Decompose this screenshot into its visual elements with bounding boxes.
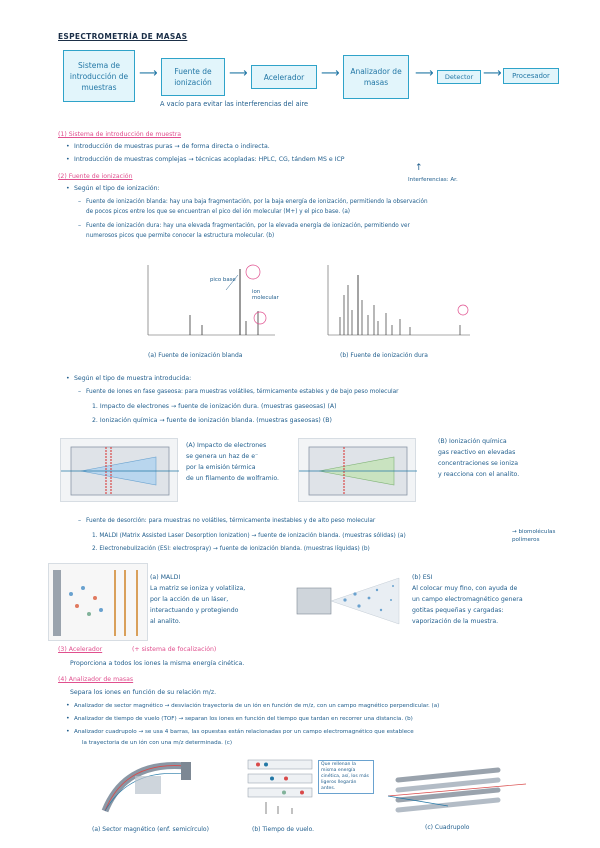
bullet: • <box>66 728 70 735</box>
flow-box-accelerator: Acelerador <box>251 65 317 89</box>
dash: – <box>78 517 82 524</box>
caption-tof: (b) Tiempo de vuelo. <box>252 826 315 833</box>
soft-source-line-2: de pocos picos entre los que se encuentran el pico del ión molecular (M+) y el pico base. (a) <box>86 209 351 215</box>
electron-impact-text <box>186 442 279 483</box>
vacuum-note: A vacío para evitar las interferencias del aire <box>160 100 309 108</box>
figA-line-4: de un filamento de wolframio. <box>186 475 280 482</box>
bullet: • <box>66 185 70 192</box>
peak-label-molecular-ion: ion molecular <box>252 289 279 301</box>
arrow-icon: ⟶ <box>139 66 158 81</box>
analyzer-tof: Analizador de tiempo de vuelo (TOF) → separan los iones en función del tiempo que tardan en recorrer una distancia. (b) <box>74 716 413 722</box>
gas-item-2: 2. Ionización química → fuente de ionización blanda. (muestras gaseosas) (B) <box>92 417 332 424</box>
caption-magnetic: (a) Sector magnético (enf. semicírculo) <box>92 826 209 833</box>
analyzer-magnetic: Analizador de sector magnético → desviación trayectoria de un ión en función de m/z, con un campo magnético perpendicular. (a) <box>74 703 440 709</box>
bullet: • <box>66 143 70 150</box>
maldi-line-1: (a) MALDI <box>150 574 181 581</box>
maldi-diagram <box>48 563 148 641</box>
page-title: ESPECTROMETRÍA DE MASAS <box>58 32 188 41</box>
figB-line-4: y reacciona con el analito. <box>438 471 520 478</box>
maldi-text <box>150 574 245 626</box>
magnetic-sector-diagram <box>85 756 225 818</box>
esi-line-4: gotitas pequeñas y cargadas: <box>412 607 504 614</box>
arrow-icon: ⟶ <box>415 66 434 81</box>
icp-note: Interferencias: Ar. <box>408 177 458 183</box>
section-3-heading: (3) Acelerador <box>58 646 103 653</box>
caption-hard: (b) Fuente de ionización dura <box>340 352 428 359</box>
dash: – <box>78 198 82 205</box>
esi-line-3: un campo electromagnético genera <box>412 596 523 603</box>
dash: – <box>78 388 82 395</box>
tof-note-box <box>318 760 374 794</box>
spectrum-soft <box>140 255 280 345</box>
bullet: • <box>66 702 70 709</box>
desorption-item-1: 1. MALDI (Matrix Assisted Laser Desorption Ionization) → fuente de ionización blanda. (muestras sólidas) (a) <box>92 533 406 539</box>
flow-diagram <box>55 50 555 115</box>
gas-phase-line: Fuente de iones en fase gaseosa: para muestras volátiles, térmicamente estables y de bajo peso molecular <box>86 389 399 395</box>
flow-box-sample-intro: Sistema de introducción de muestras <box>63 50 135 102</box>
hard-source-line-2: numerosos picos que permite conocer la estructura molecular. (b) <box>86 233 275 239</box>
chemical-ionization-text <box>438 438 519 479</box>
analyzer-quadrupole-1: Analizador cuadrupolo → se usa 4 barras, las opuestas están relacionadas por un campo electromagnético que establece <box>74 729 414 735</box>
accelerator-text: Proporciona a todos los iones la misma energía cinética. <box>70 660 245 667</box>
tof-note: Que rellenan la misma energía cinética, así, los más ligeros llegarán antes. <box>321 762 369 791</box>
esi-text <box>412 574 523 626</box>
caption-quadrupole: (c) Cuadrupolo <box>425 824 470 831</box>
arrow-icon: ⟶ <box>483 66 502 81</box>
arrow-icon: ⟶ <box>321 66 340 81</box>
maldi-line-2: La matriz se ioniza y volatiliza, <box>150 585 246 592</box>
section-1-heading: (1) Sistema de introducción de muestra <box>58 131 182 138</box>
desorption-item-2: 2. Electronebulización (ESI: electrospray) → fuente de ionización blanda. (muestras líquidas) (b) <box>92 546 370 552</box>
flow-box-mass-analyzer: Analizador de masas <box>343 55 409 99</box>
section-3-note: (+ sistema de focalización) <box>132 646 217 653</box>
maldi-line-5: al analito. <box>150 618 181 625</box>
chemical-ionization-diagram <box>298 438 416 502</box>
spectrum-hard <box>320 255 475 345</box>
hard-source-line-1: Fuente de ionización dura: hay una elevada fragmentación, por la elevada energía de ionización, permitiendo ver <box>86 223 410 229</box>
bullet: • <box>66 156 70 163</box>
figA-line-2: se genera un haz de e⁻ <box>186 453 259 460</box>
figB-line-1: (B) Ionización química <box>438 438 507 445</box>
arrow-icon: ⟶ <box>229 66 248 81</box>
tof-diagram <box>246 758 316 816</box>
quadrupole-diagram <box>388 766 528 816</box>
figB-line-3: concentraciones se ioniza <box>438 460 519 467</box>
section-2-heading: (2) Fuente de ionización <box>58 173 133 180</box>
analyzer-intro: Separa los iones en función de su relación m/z. <box>70 689 217 696</box>
analyzer-quadrupole-2: la trayectoria de un ión con una m/z determinada. (c) <box>82 740 233 746</box>
s1-bullet-2: Introducción de muestras complejas → técnicas acopladas: HPLC, CG, tándem MS e ICP <box>74 156 345 163</box>
esi-line-5: vaporización de la muestra. <box>412 618 499 625</box>
figA-line-1: (A) Impacto de electrones <box>186 442 267 449</box>
s2-bullet-sample: Según el tipo de muestra introducida: <box>74 375 192 382</box>
gas-item-1: 1. Impacto de electrones → fuente de ionización dura. (muestras gaseosas) (A) <box>92 403 337 410</box>
maldi-line-3: por la acción de un láser, <box>150 596 229 603</box>
esi-line-1: (b) ESI <box>412 574 433 581</box>
figB-line-2: gas reactivo en elevadas <box>438 449 516 456</box>
flow-box-processor: Procesador <box>503 68 559 84</box>
bullet: • <box>66 375 70 382</box>
esi-line-2: Al colocar muy fino, con ayuda de <box>412 585 518 592</box>
caption-soft: (a) Fuente de ionización blanda <box>148 352 243 359</box>
dash: – <box>78 222 82 229</box>
soft-source-line-1: Fuente de ionización blanda: hay una baja fragmentación, por la baja energía de ionización, permitiendo la observación <box>86 199 428 205</box>
esi-diagram <box>295 570 405 635</box>
figA-line-3: por la emisión térmica <box>186 464 256 471</box>
bullet: • <box>66 715 70 722</box>
s2-bullet-ionization: Según el tipo de ionización: <box>74 185 160 192</box>
peak-label-base: pico base <box>210 277 236 283</box>
flow-box-ion-source: Fuente de ionización <box>161 58 225 96</box>
flow-box-detector: Detector <box>437 70 481 84</box>
spectrum-hard-plot <box>320 255 475 345</box>
biomolecules-note: → biomoléculas polímeros <box>512 529 556 543</box>
maldi-line-4: interactuando y protegiendo <box>150 607 239 614</box>
desorption-line: Fuente de desorción: para muestras no volátiles, térmicamente inestables y de alto peso molecular <box>86 518 376 524</box>
section-4-heading: (4) Analizador de masas <box>58 676 134 683</box>
electron-impact-diagram <box>60 438 178 502</box>
s1-bullet-1: Introducción de muestras puras → de forma directa o indirecta. <box>74 143 270 150</box>
arrow-up-icon: ↑ <box>415 163 423 173</box>
